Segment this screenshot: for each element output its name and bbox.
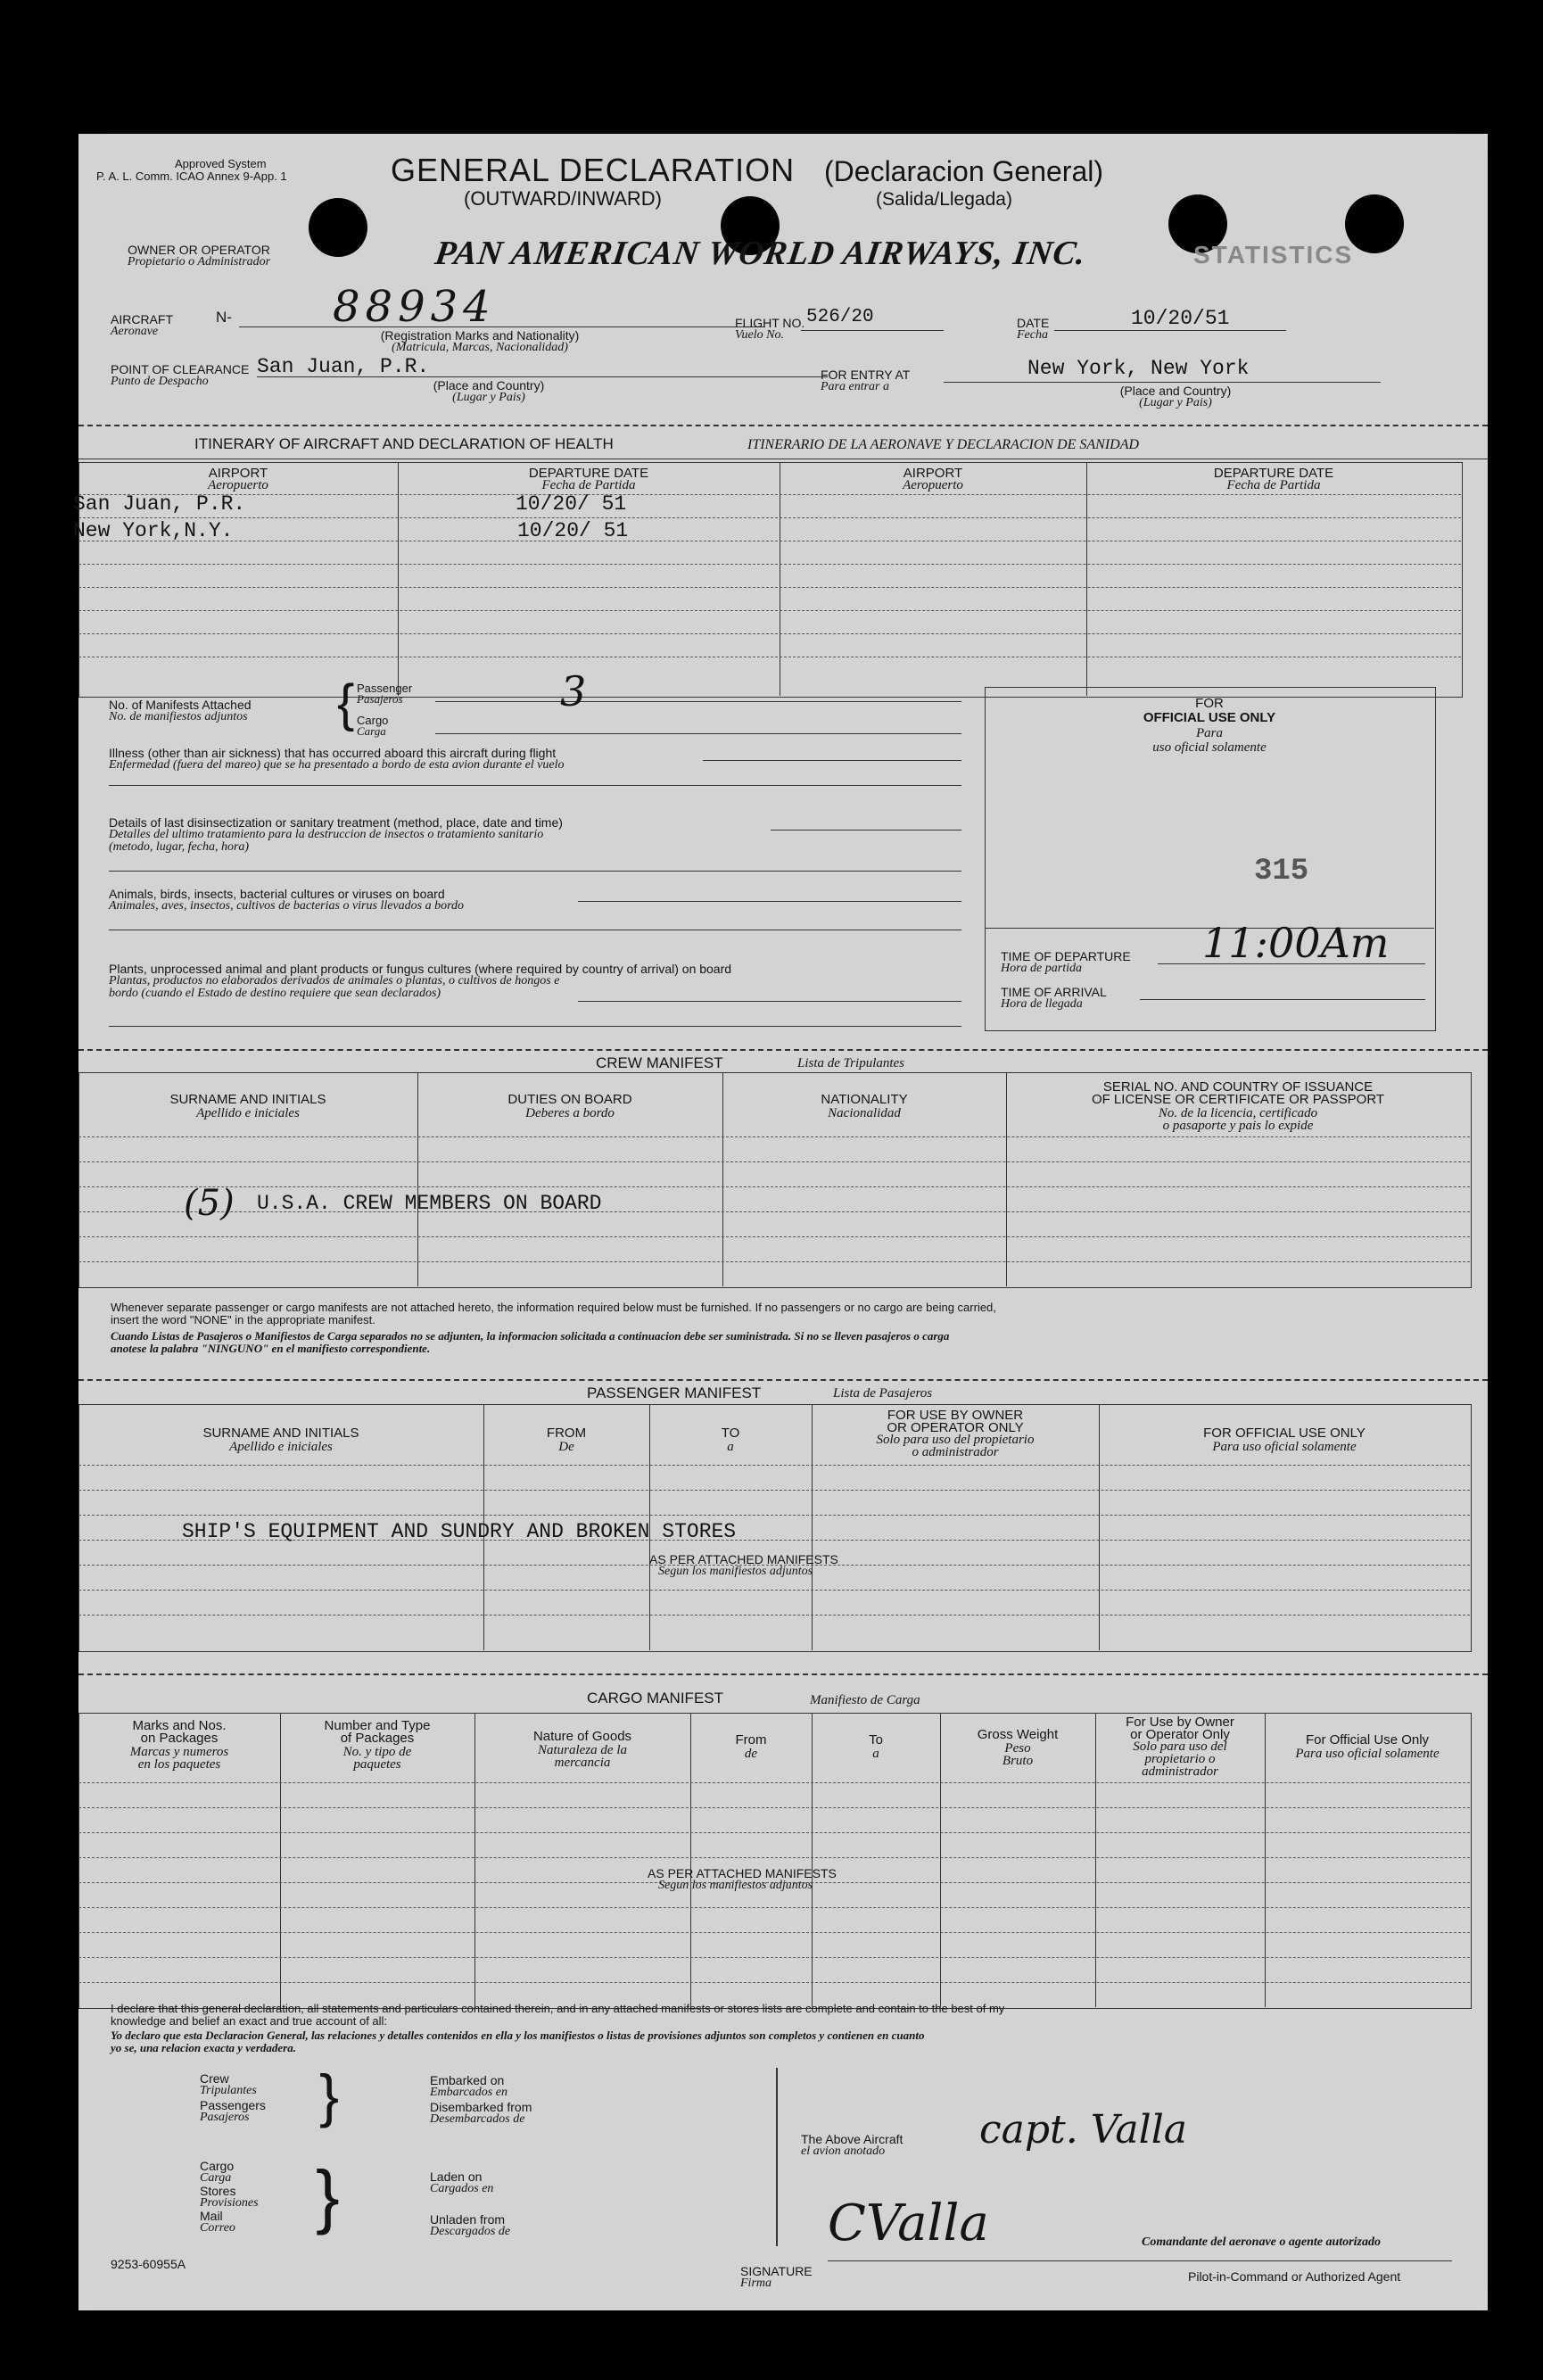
form-title-sub: (OUTWARD/INWARD) — [464, 187, 662, 210]
owner-label-es: Propietario o Administrador — [127, 255, 271, 269]
departure-time-value: 11:00Am — [1202, 919, 1390, 967]
arrival-time-label: TIME OF ARRIVAL — [1001, 985, 1107, 999]
crew-title-es: Lista de Tripulantes — [797, 1056, 905, 1070]
approved-system: Approved System — [175, 157, 267, 170]
notice-en: Whenever separate passenger or cargo manifests are not attached hereto, the information required below must be furnished. If no passengers or no cargo are being carried, — [111, 1301, 996, 1314]
form-number: 9253-60955A — [111, 2257, 186, 2271]
crew-col-license: SERIAL NO. AND COUNTRY OF ISSUANCE — [1102, 1079, 1374, 1095]
cargo-col-packages: Number and Type — [324, 1718, 431, 1733]
manifests-count: 3 — [560, 667, 587, 715]
crew-col-duties: DUTIES ON BOARD — [507, 1092, 632, 1107]
clearance-label: POINT OF CLEARANCE — [111, 362, 250, 376]
cargo-col-to: To — [869, 1732, 883, 1748]
entry-label: FOR ENTRY AT — [821, 368, 911, 382]
passenger-title: PASSENGER MANIFEST — [587, 1384, 762, 1401]
pal-reference: P. A. L. Comm. ICAO Annex 9-App. 1 — [96, 169, 287, 183]
cargo-col-from: From — [735, 1732, 767, 1748]
itin-col-airport: AIRPORT — [208, 466, 268, 481]
itin-row-date: 10/20/ 51 — [516, 492, 627, 516]
notice-es: Cuando Listas de Pasajeros o Manifiestos de Carga separados no se adjunten, la informacion solicitada a continuacion debe ser suministrada. Si no se lleven pasajeros o carga — [111, 1329, 950, 1343]
aircraft-sub-es: (Matricula, Marcas, Nacionalidad) — [392, 341, 568, 354]
aircraft-label: AIRCRAFT — [111, 312, 173, 326]
flight-label: FLIGHT NO. — [735, 316, 805, 330]
pass-col-surname: SURNAME AND INITIALS — [202, 1426, 359, 1441]
declaration-es: Yo declaro que esta Declaracion General, las relaciones y detalles contenidos en ella y los manifiestos o listas de provisiones adjuntos son completos y contienen en cuanto — [111, 2029, 925, 2042]
passenger-entry: SHIP'S EQUIPMENT AND SUNDRY AND BROKEN STORES — [182, 1520, 737, 1543]
pass-col-from: FROM — [546, 1426, 587, 1441]
date-label: DATE — [1017, 316, 1050, 330]
crew-col-nationality: NATIONALITY — [821, 1092, 908, 1107]
crew-count: (5) — [184, 1183, 235, 1224]
clearance-value: San Juan, P.R. — [257, 355, 430, 378]
pass-col-to: TO — [721, 1426, 740, 1441]
owner-value: PAN AMERICAN WORLD AIRWAYS, INC. — [433, 235, 1089, 272]
plants-label: Plants, unprocessed animal and plant products or fungus cultures (where required by country of arrival) on board — [109, 962, 732, 976]
commander-es: Comandante del aeronave o agente autorizado — [1142, 2235, 1381, 2249]
cargo-col-owner: For Use by Owner — [1126, 1715, 1234, 1730]
crew-entry: U.S.A. CREW MEMBERS ON BOARD — [257, 1192, 602, 1215]
pass-col-official: FOR OFFICIAL USE ONLY — [1203, 1426, 1366, 1441]
crew-col-surname: SURNAME AND INITIALS — [169, 1092, 326, 1107]
itin-row-airport: New York,N.Y. — [73, 519, 234, 542]
aircraft-prefix: N- — [216, 309, 232, 326]
cargo-col-goods: Nature of Goods — [532, 1729, 632, 1744]
disinsect-label: Details of last disinsectization or sanitary treatment (method, place, date and time) — [109, 815, 563, 830]
itinerary-table — [78, 462, 1463, 698]
itin-col-airport-2: AIRPORT — [903, 466, 963, 481]
passenger-attached: AS PER ATTACHED MANIFESTS — [649, 1552, 838, 1566]
clearance-label-es: Punto de Despacho — [111, 375, 209, 388]
punch-hole — [1345, 194, 1404, 253]
entry-sub-es: (Lugar y Pais) — [1139, 396, 1212, 409]
crew-title: CREW MANIFEST — [596, 1054, 723, 1071]
itin-col-departure: DEPARTURE DATE — [528, 466, 649, 481]
cargo-col-marks: Marks and Nos. — [132, 1718, 227, 1733]
cargo-attached: AS PER ATTACHED MANIFESTS — [648, 1866, 837, 1880]
itinerary-title: ITINERARY OF AIRCRAFT AND DECLARATION OF HEALTH — [194, 435, 614, 452]
departure-time-label: TIME OF DEPARTURE — [1001, 949, 1131, 963]
entry-label-es: Para entrar a — [821, 380, 889, 393]
aircraft-label-es: Aeronave — [111, 325, 159, 338]
cargo-title: CARGO MANIFEST — [587, 1690, 724, 1706]
cargo-col-official: For Official Use Only — [1305, 1732, 1430, 1748]
signature-label: SIGNATURE — [740, 2264, 813, 2278]
declaration-form: Approved System P. A. L. Comm. ICAO Annex 9-App. 1 GENERAL DECLARATION (OUTWARD/INWARD) (Declaracion General) (Salida/Llegada) STATISTICS OWNER OR OPERATOR Propietario o Administrador PAN AMERICAN WORLD AIRWAYS, INC. AIRCRAFT Aeronave N- 88934 (Registration Marks and Nationality) (Matricula, Marcas, Nacionalidad) FLIGHT NO. Vuelo No. 526/20 DATE Fecha 10/20/51 POINT OF CLEARANCE Punto de Despacho San Juan, P.R. (Place and Country) (Lugar y Pais) FOR ENTRY AT Para entrar a New York, New York (Place and Country) (Lugar y Pais) ITINERARY OF AIRCRAFT AND DECLARATION OF HEALTH ITINERARIO DE LA AERONAVE Y DECLARACION DE SANIDAD AIRPORT Aeropuerto DEPARTURE DATE Fecha de Partida AIRPORT Aeropuerto DEPARTURE DATE Fecha de Partida San Juan, P.R. 10/20/ 51 New York,N.Y. 10/20/ 51 No. of Manifests Attached No. de manifiestos adjuntos { Passenger Pasajeros Cargo Carga 3 Illness (other than air sickness) that has occurred aboard this aircraft during flight Enfermedad (fuera del mareo) que se ha presentado a bordo de esta avion durante el vuelo Details of last disinsectization or sanitary treatment (method, place, date and time) Detalles del ultimo tratamiento para la destruccion de insectos o tratamiento sanitario (metodo, lugar, fecha, hora) Animals, birds, insects, bacterial cultures or viruses on board Animales, aves, insectos, cultivos de bacterias o virus llevados a bordo Plants, unprocessed animal and plant products or fungus cultures (where required by country of arrival) on board Plantas, productos no elaborados derivados de animales o plantas, o cultivos de hongos e bordo (cuando el Estado de destino requiere que sean declarados) FOR OFFICIAL USE ONLY Para uso oficial solamente 315 TIME OF DEPARTURE Hora de partida 11:00Am TIME OF ARRIVAL Hora de llegada CREW MANIFEST Lista de Tripulantes SURNAME AND INITIALS Apellido e iniciales DUTIES ON BOARD Deberes a bordo NATIONALITY Nacionalidad SERIAL NO. AND COUNTRY OF ISSUANCE OF LICENSE OR CERTIFICATE OR PASSPORT No. de la licencia, certificado o pasaporte y pais lo expide (5) U.S.A. CREW MEMBERS ON BOARD Whenever separate passenger or cargo manifests are not attached hereto, the information required below must be furnished. If no passengers or no cargo are being carried, insert the word "NONE" in the appropriate manifest. Cuando Listas de Pasajeros o Manifiestos de Carga separados no se adjunten, la informacion solicitada a continuacion debe ser suministrada. Si no se lleven pasajeros o carga anotese la palabra "NINGUNO" en el manifiesto correspondiente. PASSENGER MANIFEST Lista de Pasajeros SURNAME AND INITIALS Apellido e iniciales FROM De TO a FOR USE BY OWNER OR OPERATOR ONLY Solo para uso del propietario o administrador FOR OFFICIAL USE ONLY Para uso oficial solamente SHIP'S EQUIPMENT AND SUNDRY AND BROKEN STORES AS PER ATTACHED MANIFESTS Segun los manifiestos adjuntos CARGO MANIFEST Manifiesto de Carga Marks and Nos. on Packages Marcas y numeros en los paquetes Number and Type of Packages No. y tipo de paquetes Nature of Goods Naturaleza de la mercancia From de To a Gross Weight Peso Bruto For Use by Owner or Operator Only Solo para uso del propietario o administrador For Official Use Only Para uso oficial solamente AS PER ATTACHED MANIFESTS Segun los manifiestos adjuntos I declare that this general declaration, all statements and particulars contained therein, and in any attached manifests or stores lists are complete and contain to the best of my knowledge and belief an exact and true account of all: Yo declaro que esta Declaracion General, las relaciones y detalles contenidos en ella y los manifiestos o listas de provisiones adjuntos son completos y contienen en cuanto yo se, una relacion exacta y verdadera. Crew Tripulantes Passengers Pasajeros } Embarked on Embarcados en Disembarked from Desembarcados de Cargo Carga Stores Provisiones Mail Correo } Laden on Cargados en Unladen from Descargados de The Above Aircraft el avion anotado capt. Valla CValla SIGNATURE Firma Comandante del aeronave o agente autorizado Pilot-in-Command or Authorized Agent 9253-60955A — [78, 134, 1488, 2310]
form-title-es-sub: (Salida/Llegada) — [876, 189, 1012, 210]
itin-row-date: 10/20/ 51 — [517, 519, 629, 542]
pass-col-owner: FOR USE BY OWNER — [887, 1408, 1024, 1423]
manifests-label: No. of Manifests Attached — [109, 698, 252, 712]
declaration-en: I declare that this general declaration, all statements and particulars contained therein, and in any attached manifests or stores lists are complete and contain to the best of my — [111, 2002, 1005, 2015]
illness-label: Illness (other than air sickness) that has occurred aboard this aircraft during flight — [109, 746, 557, 760]
entry-value: New York, New York — [1027, 357, 1250, 380]
cargo-title-es: Manifiesto de Carga — [810, 1693, 920, 1707]
form-title-es: (Declaracion General) — [824, 155, 1104, 187]
captain-name: capt. Valla — [979, 2107, 1188, 2153]
cargo-col-weight: Gross Weight — [977, 1727, 1059, 1742]
clearance-sub: (Place and Country) — [433, 378, 545, 393]
passenger-title-es: Lista de Pasajeros — [833, 1386, 933, 1401]
official-stamp-number: 315 — [1254, 855, 1309, 888]
form-title: GENERAL DECLARATION — [391, 152, 796, 188]
entry-sub: (Place and Country) — [1119, 384, 1232, 398]
animals-label: Animals, birds, insects, bacterial cultures or viruses on board — [109, 887, 445, 901]
punch-hole — [309, 198, 367, 257]
statistics-stamp: STATISTICS — [1193, 241, 1354, 269]
clearance-sub-es: (Lugar y Pais) — [452, 391, 525, 404]
itin-row-airport: San Juan, P.R. — [73, 492, 246, 516]
signature-image: CValla — [828, 2194, 989, 2252]
aircraft-value: 88934 — [333, 282, 496, 332]
aircraft-sub: (Registration Marks and Nationality) — [380, 328, 580, 343]
date-value: 10/20/51 — [1131, 307, 1230, 330]
date-label-es: Fecha — [1017, 328, 1048, 342]
itin-col-departure-2: DEPARTURE DATE — [1213, 466, 1334, 481]
flight-label-es: Vuelo No. — [735, 328, 784, 342]
manifests-label-es: No. de manifiestos adjuntos — [109, 710, 248, 723]
flight-value: 526/20 — [806, 307, 874, 327]
above-aircraft: The Above Aircraft — [801, 2132, 904, 2146]
owner-label: OWNER OR OPERATOR — [128, 243, 270, 257]
commander-en: Pilot-in-Command or Authorized Agent — [1188, 2269, 1401, 2284]
itinerary-title-es: ITINERARIO DE LA AERONAVE Y DECLARACION DE SANIDAD — [747, 437, 1140, 452]
